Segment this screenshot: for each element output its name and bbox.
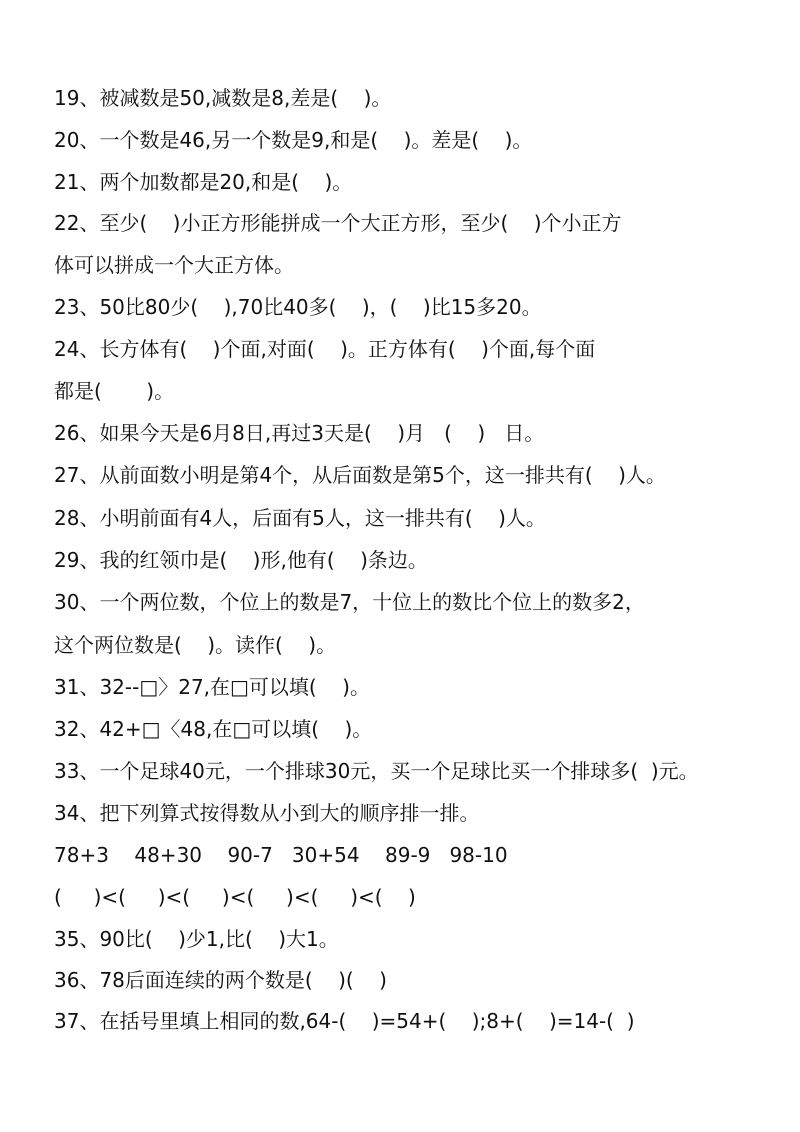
q35-text: 35、90比( )少1,比( )大1。: [54, 927, 339, 951]
q24-text: 24、长方体有( )个面,对面( )。正方体有( )个面,每个面: [54, 337, 596, 361]
q22-text: 22、至少( )小正方形能拼成一个大正方形，至少( )个小正方: [54, 211, 622, 235]
q34-text: 34、把下列算式按得数从小到大的顺序排一排。: [54, 801, 480, 825]
q33-text: 33、一个足球40元，一个排球30元，买一个足球比买一个排球多( )元。: [54, 759, 699, 783]
q27-text: 27、从前面数小明是第4个，从后面数是第5个，这一排共有( )人。: [54, 463, 666, 487]
q22-continuation: 体可以拼成一个大正方体。: [54, 253, 294, 277]
q36-text: 36、78后面连续的两个数是( )( ): [54, 968, 387, 992]
q37-text: 37、在括号里填上相同的数,64-( )=54+( );8+( )=14-( ): [54, 1009, 635, 1033]
q28-text: 28、小明前面有4人，后面有5人，这一排共有( )人。: [54, 506, 546, 530]
q19-text: 19、被减数是50,减数是8,差是( )。: [54, 86, 392, 110]
q31-text: 31、32--□〉27,在□可以填( )。: [54, 675, 370, 699]
q23-text: 23、50比80少( ),70比40多( )，( )比15多20。: [54, 295, 542, 319]
q30-continuation: 这个两位数是( )。读作( )。: [54, 633, 337, 657]
q34-expressions: 78+3 48+30 90-7 30+54 89-9 98-10: [54, 843, 508, 867]
q20-text: 20、一个数是46,另一个数是9,和是( )。差是( )。: [54, 128, 533, 152]
q29-text: 29、我的红领巾是( )形,他有( )条边。: [54, 548, 428, 572]
q21-text: 21、两个加数都是20,和是( )。: [54, 170, 353, 194]
q26-text: 26、如果今天是6月8日,再过3天是( )月 ( ) 日。: [54, 421, 545, 445]
q32-text: 32、42+□〈48,在□可以填( )。: [54, 717, 373, 741]
q30-text: 30、一个两位数，个位上的数是7，十位上的数比个位上的数多2，: [54, 590, 645, 614]
q24-continuation: 都是( )。: [54, 379, 175, 403]
q34-answer-blanks: ( )<( )<( )<( )<( )<( ): [54, 885, 416, 909]
